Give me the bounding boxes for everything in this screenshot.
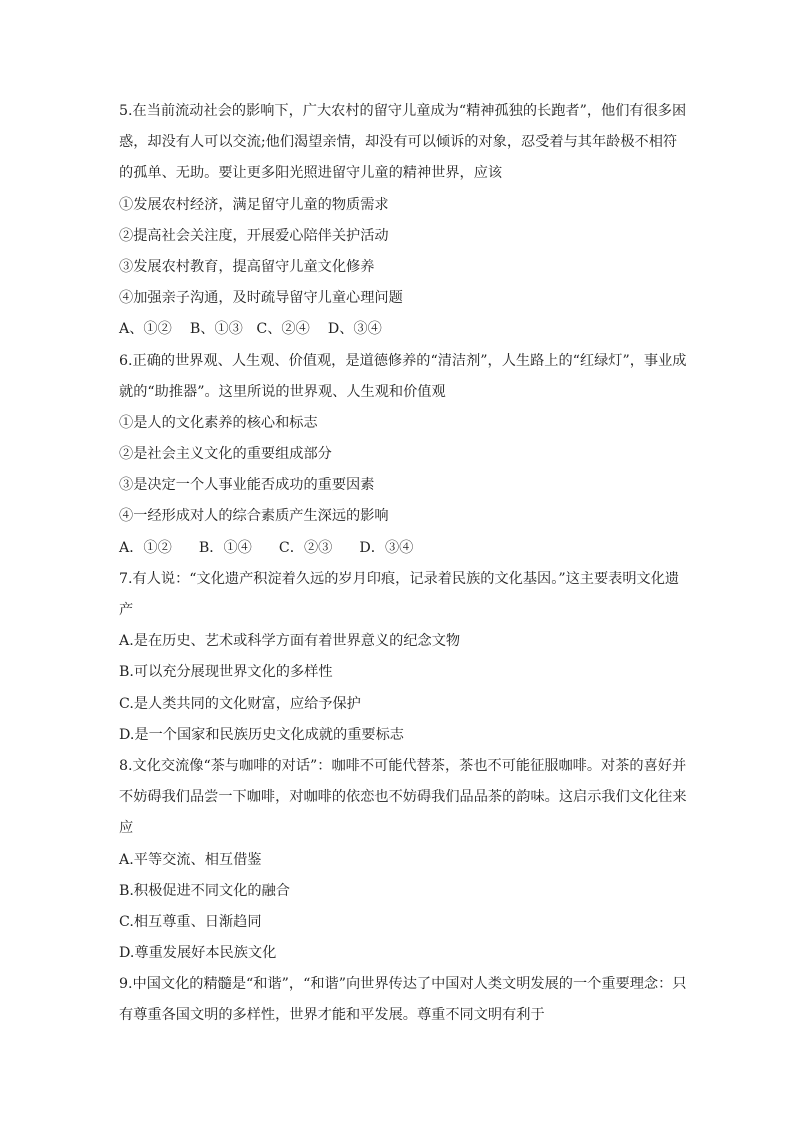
question-8-option-c: C.相互尊重、日渐趋同 <box>119 913 262 930</box>
question-6 <box>119 346 687 564</box>
question-8-stem-line-2: 不妨碍我们品尝一下咖啡，对咖啡的依恋也不妨碍我们品品茶的韵味。这启示我们文化往来 <box>119 789 687 806</box>
question-9 <box>119 969 687 1031</box>
question-8-stem-line-1: 8.文化交流像“茶与咖啡的对话”：咖啡不可能代替茶，茶也不可能征服咖啡。对茶的喜好并 <box>119 757 687 774</box>
question-5-stem-line-3: 的孤单、无助。要让更多阳光照进留守儿童的精神世界，应该 <box>119 165 503 182</box>
question-5-statement-1: ①发展农村经济，满足留守儿童的物质需求 <box>119 196 389 213</box>
question-7-option-c: C.是人类共同的文化财富，应给予保护 <box>119 695 361 712</box>
question-6-statement-1: ①是人的文化素养的核心和标志 <box>119 414 318 431</box>
question-7 <box>119 564 680 751</box>
question-5-stem-line-1: 5.在当前流动社会的影响下，广大农村的留守儿童成为“精神孤独的长跑者”，他们有很多困 <box>119 103 687 119</box>
question-7-option-d: D.是一个国家和民族历史文化成就的重要标志 <box>119 726 404 743</box>
question-5-stem-line-2: 惑，却没有人可以交流;他们渴望亲情，却没有可以倾诉的对象，忍受着与其年龄极不相符 <box>119 134 678 151</box>
question-5-options: A、①② B、①③ C、②④ D、③④ <box>119 321 382 338</box>
question-6-options: A．①② B．①④ C．②③ D．③④ <box>119 539 414 556</box>
question-5-statement-2: ②提高社会关注度，开展爱心陪伴关护活动 <box>119 227 389 244</box>
question-8-stem-line-3: 应 <box>119 820 134 837</box>
question-7-stem-line-1: 7.有人说：“文化遗产积淀着久远的岁月印痕，记录着民族的文化基因。”这主要表明文化遗 <box>119 570 680 587</box>
question-8-option-a: A.平等交流、相互借鉴 <box>119 851 262 868</box>
question-9-stem-line-2: 有尊重各国文明的多样性，世界才能和平发展。尊重不同文明有利于 <box>119 1007 545 1024</box>
question-6-stem-line-1: 6.正确的世界观、人生观、价值观，是道德修养的“清洁剂”，人生路上的“红绿灯”，事业成 <box>119 352 687 369</box>
question-6-statement-2: ②是社会主义文化的重要组成部分 <box>119 446 332 463</box>
question-content <box>119 96 687 1032</box>
question-6-statement-3: ③是决定一个人事业能否成功的重要因素 <box>119 477 375 494</box>
question-6-statement-4: ④一经形成对人的综合素质产生深远的影响 <box>119 508 389 525</box>
question-8-option-d: D.尊重发展好本民族文化 <box>119 945 277 962</box>
question-5-statement-4: ④加强亲子沟通，及时疏导留守儿童心理问题 <box>119 290 403 307</box>
question-5-statement-3: ③发展农村教育，提高留守儿童文化修养 <box>119 258 375 275</box>
question-7-stem-line-2: 产 <box>119 602 134 618</box>
question-8 <box>119 751 687 969</box>
question-9-stem-line-1: 9.中国文化的精髓是“和谐”，“和谐”向世界传达了中国对人类文明发展的一个重要理念：只 <box>119 976 687 993</box>
question-8-option-b: B.积极促进不同文化的融合 <box>119 882 290 899</box>
question-6-stem-line-2: 就的“助推器”。这里所说的世界观、人生观和价值观 <box>119 383 446 400</box>
question-7-option-b: B.可以充分展现世界文化的多样性 <box>119 664 333 681</box>
question-7-option-a: A.是在历史、艺术或科学方面有着世界意义的纪念文物 <box>119 633 461 650</box>
question-5 <box>119 96 687 346</box>
